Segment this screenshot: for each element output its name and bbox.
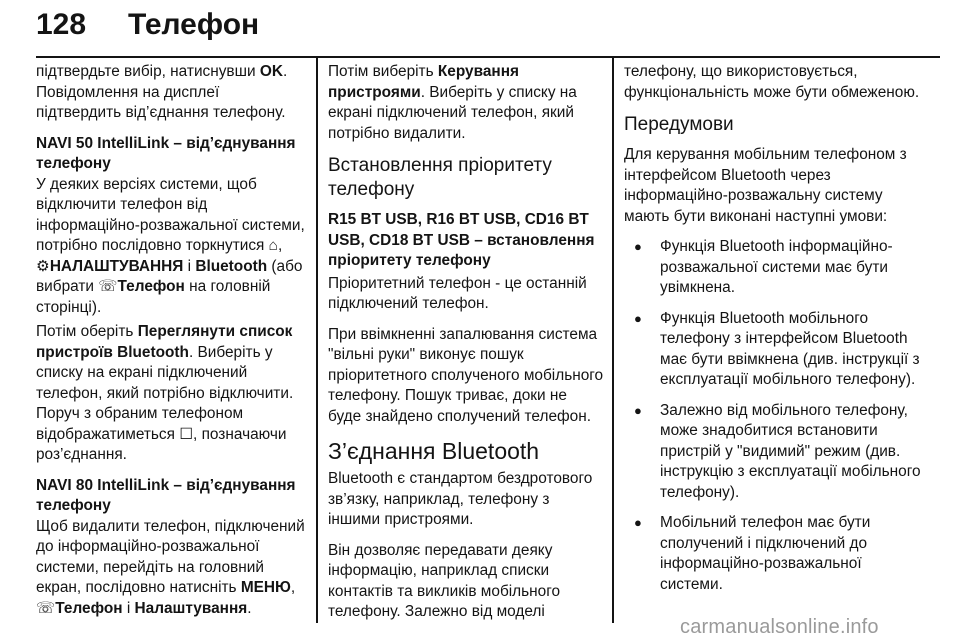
bullet-icon: ●	[634, 515, 642, 530]
manage-devices-label: Керування пристроями	[328, 63, 520, 101]
list-item: ● Функція Bluetooth інформаційно-розважальної системи має бути увімкнена.	[634, 238, 893, 296]
heading-priority: Встановлення пріоритету телефону	[328, 155, 552, 200]
heading-navi50: NAVI 50 IntelliLink – від’єднування телефону	[36, 134, 296, 172]
conditions-list	[624, 237, 924, 595]
settings-label: НАЛАШТУВАННЯ	[49, 257, 184, 275]
bullet-icon: ●	[634, 402, 642, 418]
bullet-icon: ●	[634, 239, 642, 254]
paragraph-navi80: Щоб видалити телефон, підключений до інформаційно-розважальної системи, перейдіть на головний екран, послідовно натисніть МЕНЮ, ☏Телефон і Налаштування.	[36, 517, 305, 617]
paragraph-conditions: Для керування мобільним телефоном з інтерфейсом Bluetooth через інформаційно-розважальну систему мають бути виконані наступні умови:	[624, 146, 907, 225]
page-header	[36, 4, 936, 56]
column-2	[328, 62, 604, 633]
ok-label: OK	[259, 63, 283, 80]
heading-prerequisites: Передумови	[624, 114, 734, 135]
column-3	[624, 62, 924, 605]
column-divider-1	[316, 58, 318, 623]
phone-label: Телефон	[117, 278, 185, 295]
paragraph-bluetooth-std: Bluetooth є стандартом бездротового зв’язку, наприклад, телефону з іншими пристроями.	[328, 470, 593, 528]
paragraph-manage: Потім виберіть Керування пристроями. Виберіть у списку на екрані підключений телефон, який потрібно видалити.	[328, 63, 577, 142]
phone-icon: ☏	[98, 278, 118, 295]
paragraph-navi50: У деяких версіях системи, щоб відключити телефон від інформаційно-розважальної системи, потрібно послідовно торкнутися ⌂, ⚙НАЛАШТУВАННЯ і Bluetooth (або вибрати ☏Телефон на головній сторінці).	[36, 175, 305, 316]
column-1	[36, 62, 308, 629]
phone-icon-2: ☏	[36, 599, 56, 617]
list-item: ● Мобільний телефон має бути сполучений і підключений до інформаційно-розважальної системи.	[634, 514, 871, 593]
heading-bluetooth: З’єднання Bluetooth	[328, 438, 540, 464]
header-rule	[36, 56, 940, 58]
paragraph-functionality: телефону, що використовується, функціональність може бути обмеженою.	[624, 63, 920, 101]
watermark: carmanualsonline.info	[680, 616, 879, 638]
paragraph-bluetooth-info: Він дозволяє передавати деяку інформацію, наприклад списки контактів та викликів мобільного телефону. Залежно від моделі	[328, 541, 561, 620]
phone-label-2: Телефон	[55, 599, 123, 617]
bullet-icon: ●	[634, 310, 642, 326]
bluetooth-label: Bluetooth	[195, 257, 268, 275]
page-title: Телефон	[128, 8, 260, 41]
paragraph-priority-search: При ввімкненні запалювання система "вільні руки" виконує пошук пріоритетного сполученого мобільного телефону. Пошук триває, доки не буде знайдено сполучений телефон.	[328, 325, 604, 425]
paragraph-view-devices: Потім оберіть Переглянути список пристроїв Bluetooth. Виберіть у списку на екрані підключений телефон, який потрібно відключити. Поруч з обраним телефоном відображатиметься ☐, позначаючи роз’єднання.	[36, 323, 294, 463]
menu-label: МЕНЮ	[240, 579, 291, 596]
view-devices-label: Переглянути список пристроїв Bluetooth	[36, 323, 293, 361]
column-divider-2	[612, 58, 614, 623]
home-icon: ⌂	[268, 237, 278, 254]
settings-label-2: Налаштування	[134, 599, 248, 617]
subheading-priority-models: R15 BT USB, R16 BT USB, CD16 BT USB, CD18 BT USB – встановлення пріоритету телефону	[328, 211, 595, 269]
page-number: 128	[36, 8, 87, 41]
gear-icon: ⚙	[36, 257, 50, 275]
list-item: ● Залежно від мобільного телефону, може знадобитися встановити пристрій у "видимий" режим (див. інструкцію з експлуатації мобільного телефону).	[634, 401, 921, 501]
list-item: ● Функція Bluetooth мобільного телефону з інтерфейсом Bluetooth має бути ввімкнена (див. інструкції з експлуатації мобільного телефону).	[634, 309, 920, 388]
paragraph-confirm: підтвердьте вибір, натиснувши OK. Повідомлення на дисплеї підтвердить від’єднання телефону.	[36, 63, 288, 121]
paragraph-priority-def: Пріоритетний телефон - це останній підключений телефон.	[328, 274, 587, 312]
heading-navi80: NAVI 80 IntelliLink – від’єднування телефону	[36, 476, 296, 514]
